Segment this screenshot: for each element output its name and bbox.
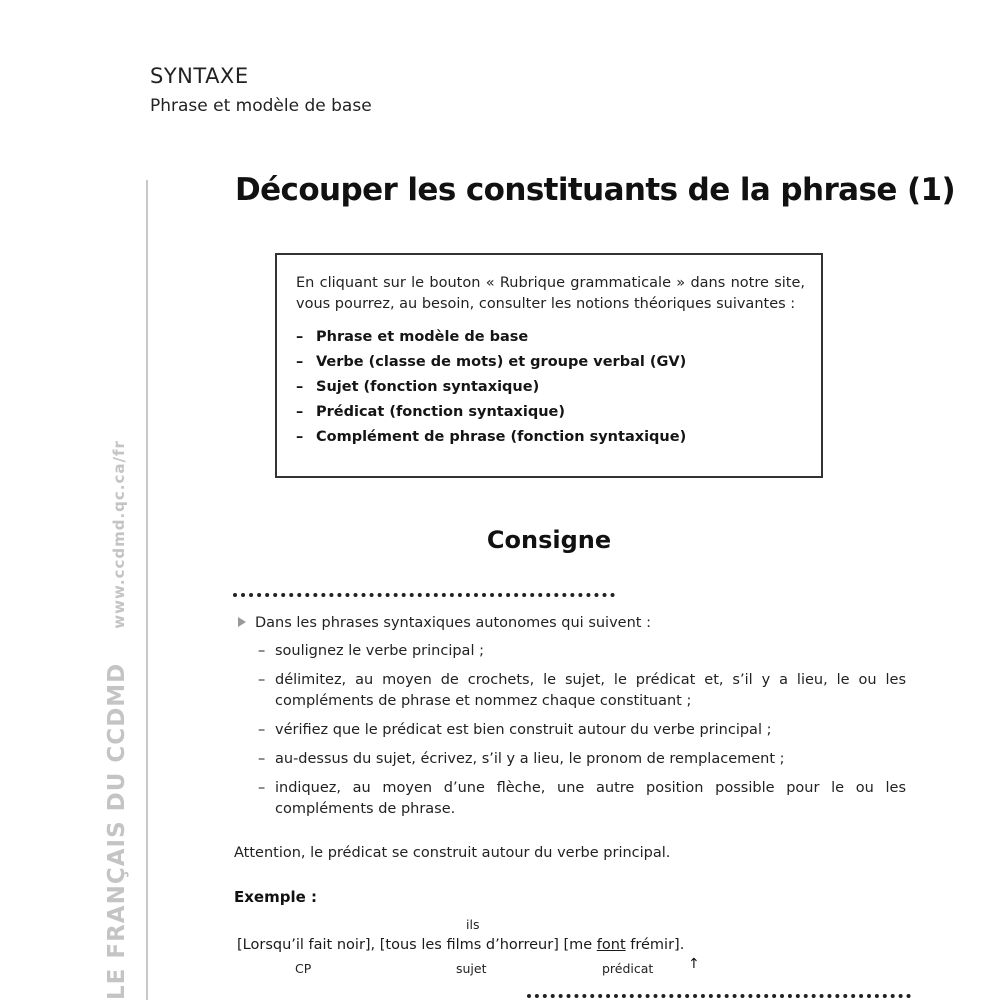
example-sentence-part2: frémir]. (625, 937, 685, 953)
instructions-intro-text: Dans les phrases syntaxiques autonomes qui suivent : (255, 615, 651, 631)
dotted-separator (527, 994, 911, 998)
instructions (238, 613, 906, 828)
theory-note-item: – Complément de phrase (fonction syntaxique) (296, 425, 805, 450)
theory-notes-box (275, 253, 823, 478)
example-sentence-part1: [Lorsqu’il fait noir], [tous les films d’horreur] [me (237, 937, 597, 953)
example-verb: font (596, 937, 626, 953)
consigne-heading: Consigne (486, 526, 612, 554)
example-pronoun: ils (466, 917, 480, 932)
section-title: SYNTAXE (150, 64, 249, 88)
margin-rule (146, 180, 148, 1000)
instruction-step: – délimitez, au moyen de crochets, le sujet, le prédicat et, s’il y a lieu, le ou les compléments de phrase et nommez chaque constituant ; (258, 670, 906, 712)
attention-note: Attention, le prédicat se construit autour du verbe principal. (234, 845, 671, 861)
theory-notes-intro: En cliquant sur le bouton « Rubrique grammaticale » dans notre site, vous pourrez, au besoin, consulter les notions théoriques suivantes : (296, 275, 805, 312)
theory-notes-list (296, 325, 805, 450)
example-label-predicat: prédicat (602, 961, 654, 976)
dotted-separator (233, 593, 615, 597)
sidebar-vertical-text (104, 440, 130, 1000)
theory-note-item: – Phrase et modèle de base (296, 325, 805, 350)
theory-note-item: – Verbe (classe de mots) et groupe verbal (GV) (296, 350, 805, 375)
theory-note-item: – Sujet (fonction syntaxique) (296, 375, 805, 400)
instruction-step: – indiquez, au moyen d’une flèche, une autre position possible pour le ou les compléments de phrase. (258, 778, 906, 820)
instructions-intro (238, 613, 906, 634)
example-sentence (237, 937, 684, 953)
instruction-step: – vérifiez que le prédicat est bien construit autour du verbe principal ; (258, 720, 906, 741)
theory-note-item: – Prédicat (fonction syntaxique) (296, 400, 805, 425)
section-subtitle: Phrase et modèle de base (150, 96, 372, 116)
page-title: Découper les constituants de la phrase (1) (235, 172, 956, 208)
example-label-sujet: sujet (456, 961, 487, 976)
sidebar-brand: LE FRANÇAIS DU CCDMD (104, 662, 130, 1000)
instruction-step: – au-dessus du sujet, écrivez, s’il y a lieu, le pronom de remplacement ; (258, 749, 906, 770)
instruction-steps (238, 641, 906, 820)
arrow-up-icon: ↑ (688, 956, 700, 972)
example-label: Exemple : (234, 888, 317, 906)
example-label-cp: CP (295, 961, 312, 976)
play-bullet-icon (238, 617, 246, 627)
sidebar-url: www.ccdmd.qc.ca/fr (110, 440, 128, 629)
instruction-step: – soulignez le verbe principal ; (258, 641, 906, 662)
